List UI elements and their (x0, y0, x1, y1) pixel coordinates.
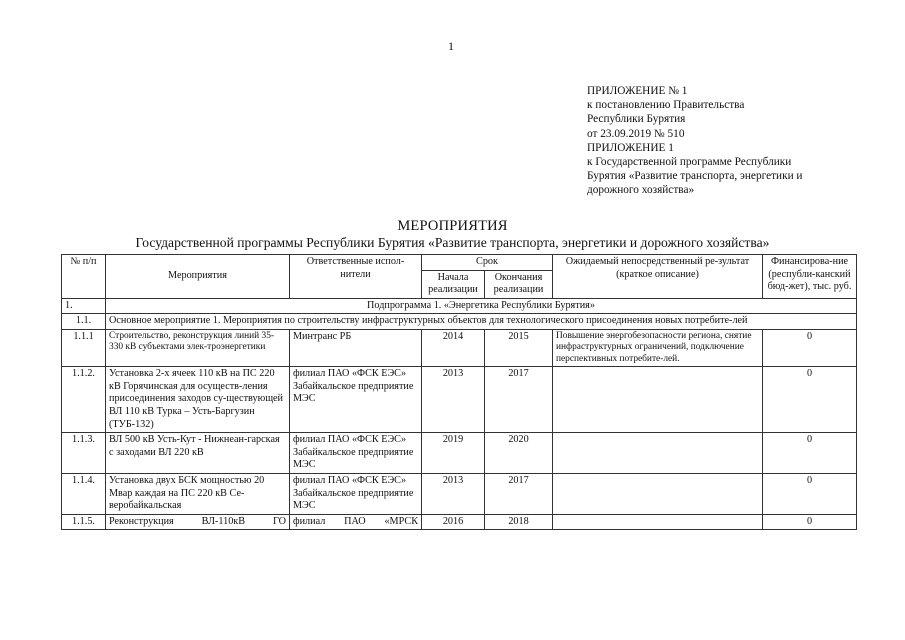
row-result (553, 433, 763, 474)
row-start: 2013 (422, 367, 485, 433)
row-financing: 0 (763, 367, 857, 433)
table-row (62, 514, 857, 530)
row-activity: Установка 2-х ячеек 110 кВ на ПС 220 кВ Горячинская для осуществ-ления присоединения заходов су-ществующей ВЛ 110 кВ Турка – Усть-Баргузин (ТУБ-132) (106, 367, 290, 433)
row-end: 2015 (485, 329, 553, 366)
header-num: № п/п (62, 255, 106, 299)
row-responsible: филиал ПАО «МРСК (290, 514, 422, 530)
row-start: 2014 (422, 329, 485, 366)
header-term: Срок (422, 255, 553, 271)
row-activity: Реконструкция ВЛ-110кВ ГО (106, 514, 290, 530)
row-financing: 0 (763, 473, 857, 514)
header-result: Ожидаемый непосредственный ре-зультат (краткое описание) (553, 255, 763, 299)
row-end: 2017 (485, 367, 553, 433)
appendix-line: ПРИЛОЖЕНИЕ 1 (587, 141, 674, 154)
appendix-line: к Государственной программе Республики (587, 156, 792, 169)
activities-table (61, 254, 857, 530)
row-responsible: филиал ПАО «ФСК ЕЭС» Забайкальское предприятие МЭС (290, 367, 422, 433)
row-activity: Строительство, реконструкция линий 35-330 кВ субъектами элек-троэнергетики (106, 329, 290, 366)
appendix-line: дорожного хозяйства» (587, 184, 695, 197)
main-activity-row (62, 314, 857, 330)
row-responsible: филиал ПАО «ФСК ЕЭС» Забайкальское предприятие МЭС (290, 473, 422, 514)
row-start: 2019 (422, 433, 485, 474)
row-responsible: филиал ПАО «ФСК ЕЭС» Забайкальское предприятие МЭС (290, 433, 422, 474)
document-title: МЕРОПРИЯТИЯ (397, 218, 508, 234)
appendix-block (587, 84, 877, 198)
row-result (553, 514, 763, 530)
header-start: Начала реализации (422, 270, 485, 298)
row-end: 2020 (485, 433, 553, 474)
appendix-line: к постановлению Правительства (587, 99, 745, 112)
row-financing: 0 (763, 433, 857, 474)
table-row (62, 367, 857, 433)
header-financing: Финансирова-ние (республи-канский бюд-жет), тыс. руб. (763, 255, 857, 299)
row-num: 1.1.5. (62, 514, 106, 530)
table-row (62, 329, 857, 366)
row-end: 2018 (485, 514, 553, 530)
row-activity: Установка двух БСК мощностью 20 Мвар каждая на ПС 220 кВ Се-веробайкальская (106, 473, 290, 514)
row-num: 1.1.4. (62, 473, 106, 514)
appendix-line: Республики Бурятия (587, 113, 686, 126)
row-end: 2017 (485, 473, 553, 514)
row-num: 1.1.2. (62, 367, 106, 433)
document-subtitle: Государственной программы Республики Бурятия «Развитие транспорта, энергетики и дорожного хозяйства» (135, 235, 770, 250)
subprogram-row (62, 298, 857, 314)
row-num: 1.1.3. (62, 433, 106, 474)
table-row (62, 473, 857, 514)
row-result: Повышение энергобезопасности региона, снятие инфраструктурных ограничений, подключение перспективных потребите-лей. (553, 329, 763, 366)
header-responsible: Ответственные испол-нители (290, 255, 422, 299)
main-activity-title: Основное мероприятие 1. Мероприятия по строительству инфраструктурных объектов для технологического присоединения новых потребите-лей (106, 314, 857, 330)
main-activity-num: 1.1. (62, 314, 106, 330)
page-number: 1 (448, 39, 454, 53)
row-activity: ВЛ 500 кВ Усть-Кут - Нижнеан-гарская с заходами ВЛ 220 кВ (106, 433, 290, 474)
row-num: 1.1.1 (62, 329, 106, 366)
appendix-line: от 23.09.2019 № 510 (587, 127, 685, 140)
header-end: Окончания реализации (485, 270, 553, 298)
appendix-line: ПРИЛОЖЕНИЕ № 1 (587, 85, 688, 97)
row-start: 2013 (422, 473, 485, 514)
appendix-line: Бурятия «Развитие транспорта, энергетики и (587, 170, 803, 183)
row-financing: 0 (763, 514, 857, 530)
row-result (553, 367, 763, 433)
header-activity: Мероприятия (106, 255, 290, 299)
row-financing: 0 (763, 329, 857, 366)
row-result (553, 473, 763, 514)
table-header-row (62, 255, 857, 271)
subprogram-num: 1. (62, 298, 106, 314)
table-row (62, 433, 857, 474)
row-responsible: Минтранс РБ (290, 329, 422, 366)
subprogram-title: Подпрограмма 1. «Энергетика Республики Бурятия» (106, 298, 857, 314)
row-start: 2016 (422, 514, 485, 530)
